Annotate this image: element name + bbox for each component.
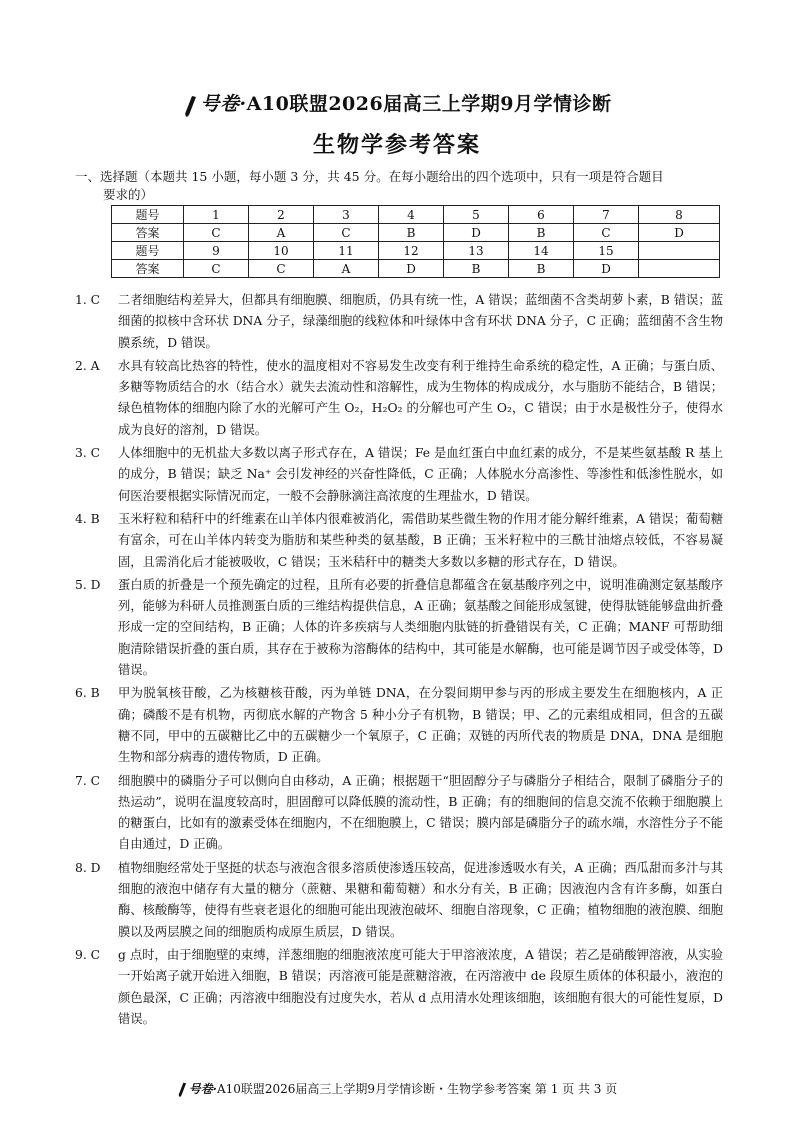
- table-cell: [639, 260, 720, 278]
- page-subtitle: 生物学参考答案: [312, 132, 481, 158]
- table-cell: B: [509, 224, 574, 242]
- item-text: 人体细胞中的无机盐大多数以离子形式存在，A 错误；Fe 是血红蛋白中血红素的成分，不是某些氨基酸 R 基上的成分，B 错误；缺乏 Na⁺ 会引发神经的兴奋性降低，C 正确；人体脱水分高渗性、等渗性和低渗性脱水，如何医治要根据实际情况而定，一般不会静脉滴注高浓度的生理盐水，D 错误。: [118, 446, 723, 503]
- table-row-label: 题号: [112, 242, 184, 260]
- table-cell: [639, 242, 720, 260]
- table-row-label: 答案: [112, 224, 184, 242]
- table-cell: C: [249, 260, 314, 278]
- footer-logo-icon: [177, 1082, 187, 1097]
- list-item: [75, 356, 723, 441]
- page-footer: [0, 1080, 794, 1097]
- table-cell: 7: [574, 206, 639, 224]
- item-number: 1. C: [75, 293, 101, 307]
- table-cell: A: [314, 260, 379, 278]
- table-row-label: 题号: [112, 206, 184, 224]
- item-text: 玉米籽粒和秸秆中的纤维素在山羊体内很难被消化，需借助某些微生物的作用才能分解纤维素，A 错误；葡萄糖有富余，可在山羊体内转变为脂肪和某些种类的氨基酸，B 正确；玉米籽粒中的三酰甘油熔点较低，不容易凝固，且需消化后才能被吸收，C 错误；玉米秸秆中的糖类大多数以多糖的形式存在，D 错误。: [118, 511, 723, 569]
- answer-table: [111, 205, 720, 278]
- table-cell: 13: [444, 242, 509, 260]
- table-cell: 3: [314, 206, 379, 224]
- table-cell: 5: [444, 206, 509, 224]
- item-number: 3. C: [75, 446, 101, 461]
- table-cell: 11: [314, 242, 379, 260]
- table-cell: C: [184, 260, 249, 278]
- explanation-list: [75, 290, 723, 1032]
- table-cell: B: [509, 260, 574, 278]
- table-row: [112, 242, 720, 260]
- list-item: [75, 509, 723, 573]
- table-cell: 9: [184, 242, 249, 260]
- brand-logo-icon: [183, 95, 197, 117]
- item-number: 4. B: [75, 511, 100, 526]
- section-heading-line2: 要求的）: [103, 187, 154, 202]
- table-cell: 15: [574, 242, 639, 260]
- item-number: 7. C: [75, 773, 101, 788]
- item-text: g 点时，由于细胞壁的束缚，洋葱细胞的细胞液浓度可能大于甲溶液浓度，A 错误；若乙是硝酸钾溶液，从实验一开始离子就开始进入细胞，B 错误；丙溶液可能是蔗糖溶液，在丙溶液中 de 段原生质体的体积最小，液泡的颜色最深，C 正确；丙溶液中细胞没有过度失水，若从 d 点用清水处理该细胞，该细胞有很大的可能性复原，D 错误。: [118, 947, 723, 1026]
- list-item: [75, 575, 723, 681]
- list-item: [75, 443, 723, 507]
- table-row: [112, 206, 720, 224]
- brand-text: 号卷·: [200, 93, 247, 115]
- item-number: 2. A: [75, 358, 100, 373]
- item-number: 5. D: [75, 577, 101, 592]
- table-cell: 6: [509, 206, 574, 224]
- table-cell: 8: [639, 206, 720, 224]
- table-cell: C: [574, 224, 639, 242]
- list-item: [75, 290, 723, 354]
- table-cell: D: [639, 224, 720, 242]
- item-number: 6. B: [75, 686, 100, 701]
- table-row: [112, 260, 720, 278]
- item-text: 细胞膜中的磷脂分子可以侧向自由移动，A 正确；根据题干“胆固醇分子与磷脂分子相结合，限制了磷脂分子的热运动”，说明在温度较高时，胆固醇可以降低膜的流动性，B 正确；有的细胞间的信息交流不依赖于细胞膜上的糖蛋白，比如有的激素受体在细胞内，不在细胞膜上，C 错误；膜内部是磷脂分子的疏水端，水溶性分子不能自由通过，D 正确。: [118, 773, 723, 852]
- item-text: 植物细胞经常处于坚挺的状态与液泡含很多溶质使渗透压较高，促进渗透吸水有关，A 正确；西瓜甜而多汁与其细胞的液泡中储存有大量的糖分（蔗糖、果糖和葡萄糖）和水分有关，B 正确；因液泡内含有许多酶，如蛋白酶、核酸酶等，使得有些衰老退化的细胞可能出现液泡破坏、细胞自溶现象，C 正确；植物细胞的液泡膜、细胞膜以及两层膜之间的细胞质构成原生质层，D 错误。: [118, 860, 723, 939]
- item-text: 二者细胞结构差异大，但都具有细胞膜、细胞质，仍具有统一性，A 错误；蓝细菌不含类胡萝卜素，B 错误；蓝细菌的拟核中含环状 DNA 分子，绿藻细胞的线粒体和叶绿体中含有环状 DNA 分子，C 正确；蓝细菌不含生物膜系统，D 错误。: [118, 293, 723, 350]
- table-cell: A: [249, 224, 314, 242]
- table-cell: B: [444, 260, 509, 278]
- page-title: A10联盟2026届高三上学期9月学情诊断: [246, 93, 612, 115]
- section-heading-line1: 一、选择题（本题共 15 小题，每小题 3 分，共 45 分。在每小题给出的四个选项中，只有一项是符合题目: [75, 169, 664, 184]
- table-cell: D: [379, 260, 444, 278]
- table-cell: 12: [379, 242, 444, 260]
- footer-text: A10联盟2026届高三上学期9月学情诊断・生物学参考答案 第 1 页 共 3 页: [216, 1082, 618, 1096]
- list-item: [75, 858, 723, 943]
- list-item: [75, 771, 723, 856]
- list-item: [75, 683, 723, 768]
- item-number: 8. D: [75, 860, 101, 875]
- table-cell: D: [444, 224, 509, 242]
- table-cell: 1: [184, 206, 249, 224]
- table-cell: C: [184, 224, 249, 242]
- item-number: 9. C: [75, 947, 101, 962]
- table-cell: C: [314, 224, 379, 242]
- header: [0, 89, 794, 117]
- table-cell: B: [379, 224, 444, 242]
- table-cell: D: [574, 260, 639, 278]
- table-cell: 14: [509, 242, 574, 260]
- section-heading: [75, 168, 715, 204]
- list-item: [75, 945, 723, 1030]
- item-text: 甲为脱氧核苷酸，乙为核糖核苷酸，丙为单链 DNA，在分裂间期甲参与丙的形成主要发生在细胞核内，A 正确；磷酸不是有机物，丙彻底水解的产物含 5 种小分子有机物，B 错误；甲、乙的元素组成相同，但含的五碳糖不同，甲中的五碳糖比乙中的五碳糖少一个氧原子，C 正确；双链的丙所代表的物质是 DNA，DNA 是细胞生物和部分病毒的遗传物质，D 正确。: [118, 686, 723, 765]
- table-row: [112, 224, 720, 242]
- item-text: 水具有较高比热容的特性，使水的温度相对不容易发生改变有利于维持生命系统的稳定性，A 正确；与蛋白质、多糖等物质结合的水（结合水）就失去流动性和溶解性，成为生物体的构成成分，水与脂肪不能结合，B 错误；绿色植物体的细胞内除了水的光解可产生 O₂，H₂O₂ 的分解也可产生 O₂，C 错误；由于水是极性分子，使得水成为良好的溶剂，D 错误。: [118, 358, 723, 437]
- table-cell: 10: [249, 242, 314, 260]
- table-cell: 4: [379, 206, 444, 224]
- footer-brand: 号卷·: [188, 1082, 217, 1096]
- table-cell: 2: [249, 206, 314, 224]
- item-text: 蛋白质的折叠是一个预先确定的过程，且所有必要的折叠信息都蕴含在氨基酸序列之中，说明准确测定氨基酸序列，能够为科研人员推测蛋白质的三维结构提供信息，A 正确；氨基酸之间能形成氢键，使得肽链能够盘曲折叠形成一定的空间结构，B 正确；人体的许多疾病与人类细胞内肽链的折叠错误有关，C 正确；MANF 可帮助细胞清除错误折叠的蛋白质，其存在于被称为溶酶体的结构中，其可能是水解酶，也可能是调节因子或受体等，D 错误。: [118, 577, 723, 678]
- table-row-label: 答案: [112, 260, 184, 278]
